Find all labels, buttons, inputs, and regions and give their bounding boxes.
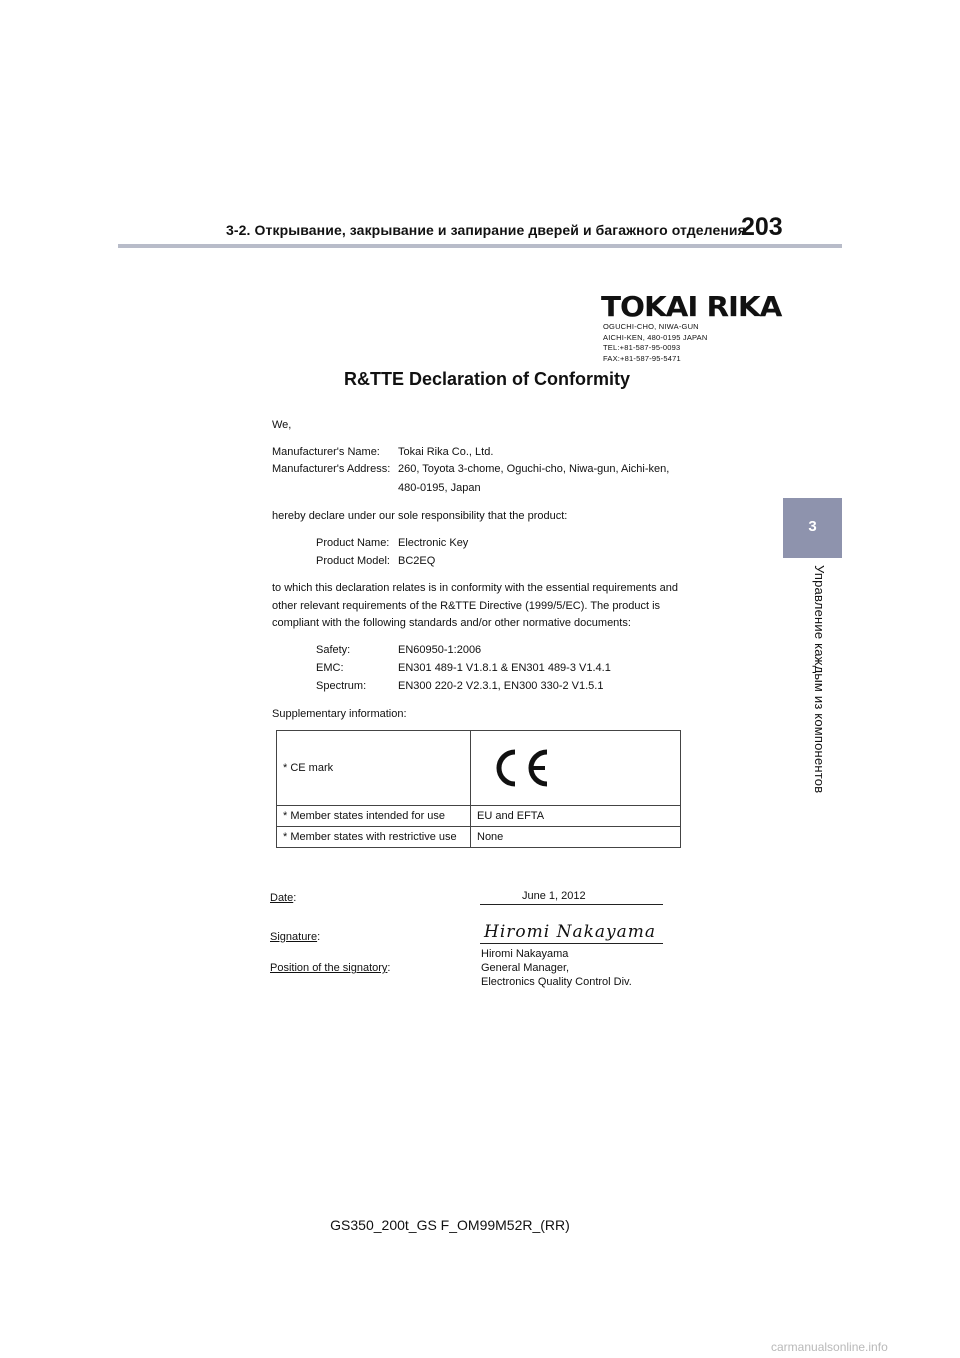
- product-name-value: Electronic Key: [398, 537, 469, 549]
- manufacturer-address-line2: 480-0195, Japan: [398, 482, 481, 494]
- conformity-line: compliant with the following standards and/or other normative documents:: [272, 617, 631, 629]
- standard-value: EN301 489-1 V1.8.1 & EN301 489-3 V1.4.1: [398, 662, 611, 674]
- position-label-text: Position of the signatory: [270, 962, 388, 974]
- manufacturer-address-label: Manufacturer's Address:: [272, 463, 391, 475]
- product-name-label: Product Name:: [316, 537, 390, 549]
- handwritten-signature: Hiromi Nakayama: [484, 922, 657, 942]
- table-row: [277, 806, 681, 827]
- standard-value: EN60950-1:2006: [398, 644, 482, 656]
- company-address: [603, 322, 708, 364]
- section-title: 3-2. Открывание, закрывание и запирание дверей и багажного отделения: [226, 222, 746, 238]
- manufacturer-name-label: Manufacturer's Name:: [272, 446, 380, 458]
- supplementary-heading: Supplementary information:: [272, 708, 407, 720]
- supplementary-table: [276, 730, 681, 848]
- header-divider: [118, 244, 842, 248]
- restrictive-use-label: * Member states with restrictive use: [277, 827, 471, 848]
- footer-code: GS350_200t_GS F_OM99M52R_(RR): [330, 1217, 570, 1233]
- tokai-rika-logo: TOKAI RIKA: [601, 290, 782, 323]
- signature-label-text: Signature: [270, 931, 318, 943]
- position-label: Position of the signatory:: [270, 962, 391, 974]
- conformity-line: to which this declaration relates is in conformity with the essential requirements and: [272, 582, 678, 594]
- address-line: AICHI-KEN, 480-0195 JAPAN: [603, 332, 708, 342]
- manufacturer-address-line1: 260, Toyota 3-chome, Oguchi-cho, Niwa-gun, Aichi-ken,: [398, 463, 670, 475]
- document-title: R&TTE Declaration of Conformity: [343, 369, 630, 389]
- member-states-label: * Member states intended for use: [277, 806, 471, 827]
- declaration-text: hereby declare under our sole responsibility that the product:: [272, 510, 568, 522]
- date-value: June 1, 2012: [522, 890, 586, 902]
- ce-mark-cell: [471, 731, 681, 806]
- conformity-line: other relevant requirements of the R&TTE Directive (1999/5/EC). The product is: [272, 600, 661, 612]
- date-label-text: Date: [270, 892, 294, 904]
- ce-mark-label: * CE mark: [277, 731, 471, 806]
- signatory-name: Hiromi Nakayama: [481, 948, 569, 960]
- chapter-label: Управление каждым из компонентов: [812, 565, 827, 794]
- product-model-label: Product Model:: [316, 555, 390, 567]
- manufacturer-name-value: Tokai Rika Co., Ltd.: [398, 446, 494, 458]
- address-line: OGUCHI-CHO, NIWA-GUN: [603, 322, 699, 331]
- date-line: [480, 904, 663, 905]
- table-row: [277, 731, 681, 806]
- table-row: [277, 827, 681, 848]
- chapter-number: 3: [808, 518, 817, 535]
- product-model-value: BC2EQ: [398, 555, 436, 567]
- standard-label: Spectrum:: [316, 680, 367, 692]
- chapter-tab[interactable]: [783, 498, 842, 558]
- address-line: TEL:+81-587-95-0093: [603, 343, 681, 352]
- signature-label: Signature:: [270, 931, 321, 943]
- ce-mark-icon: [489, 748, 551, 788]
- watermark: carmanualsonline.info: [771, 1340, 888, 1354]
- standard-label: Safety:: [316, 644, 351, 656]
- standard-value: EN300 220-2 V2.3.1, EN300 330-2 V1.5.1: [398, 680, 604, 692]
- address-line: FAX:+81-587-95-5471: [603, 353, 681, 363]
- signature-line: [480, 943, 663, 944]
- member-states-value: EU and EFTA: [471, 806, 681, 827]
- standard-label: EMC:: [316, 662, 344, 674]
- restrictive-use-value: None: [471, 827, 681, 848]
- date-label: Date:: [270, 892, 297, 904]
- page-number: 203: [741, 213, 783, 241]
- position-line1: General Manager,: [481, 962, 570, 974]
- position-line2: Electronics Quality Control Div.: [481, 976, 632, 988]
- we-text: We,: [272, 419, 292, 431]
